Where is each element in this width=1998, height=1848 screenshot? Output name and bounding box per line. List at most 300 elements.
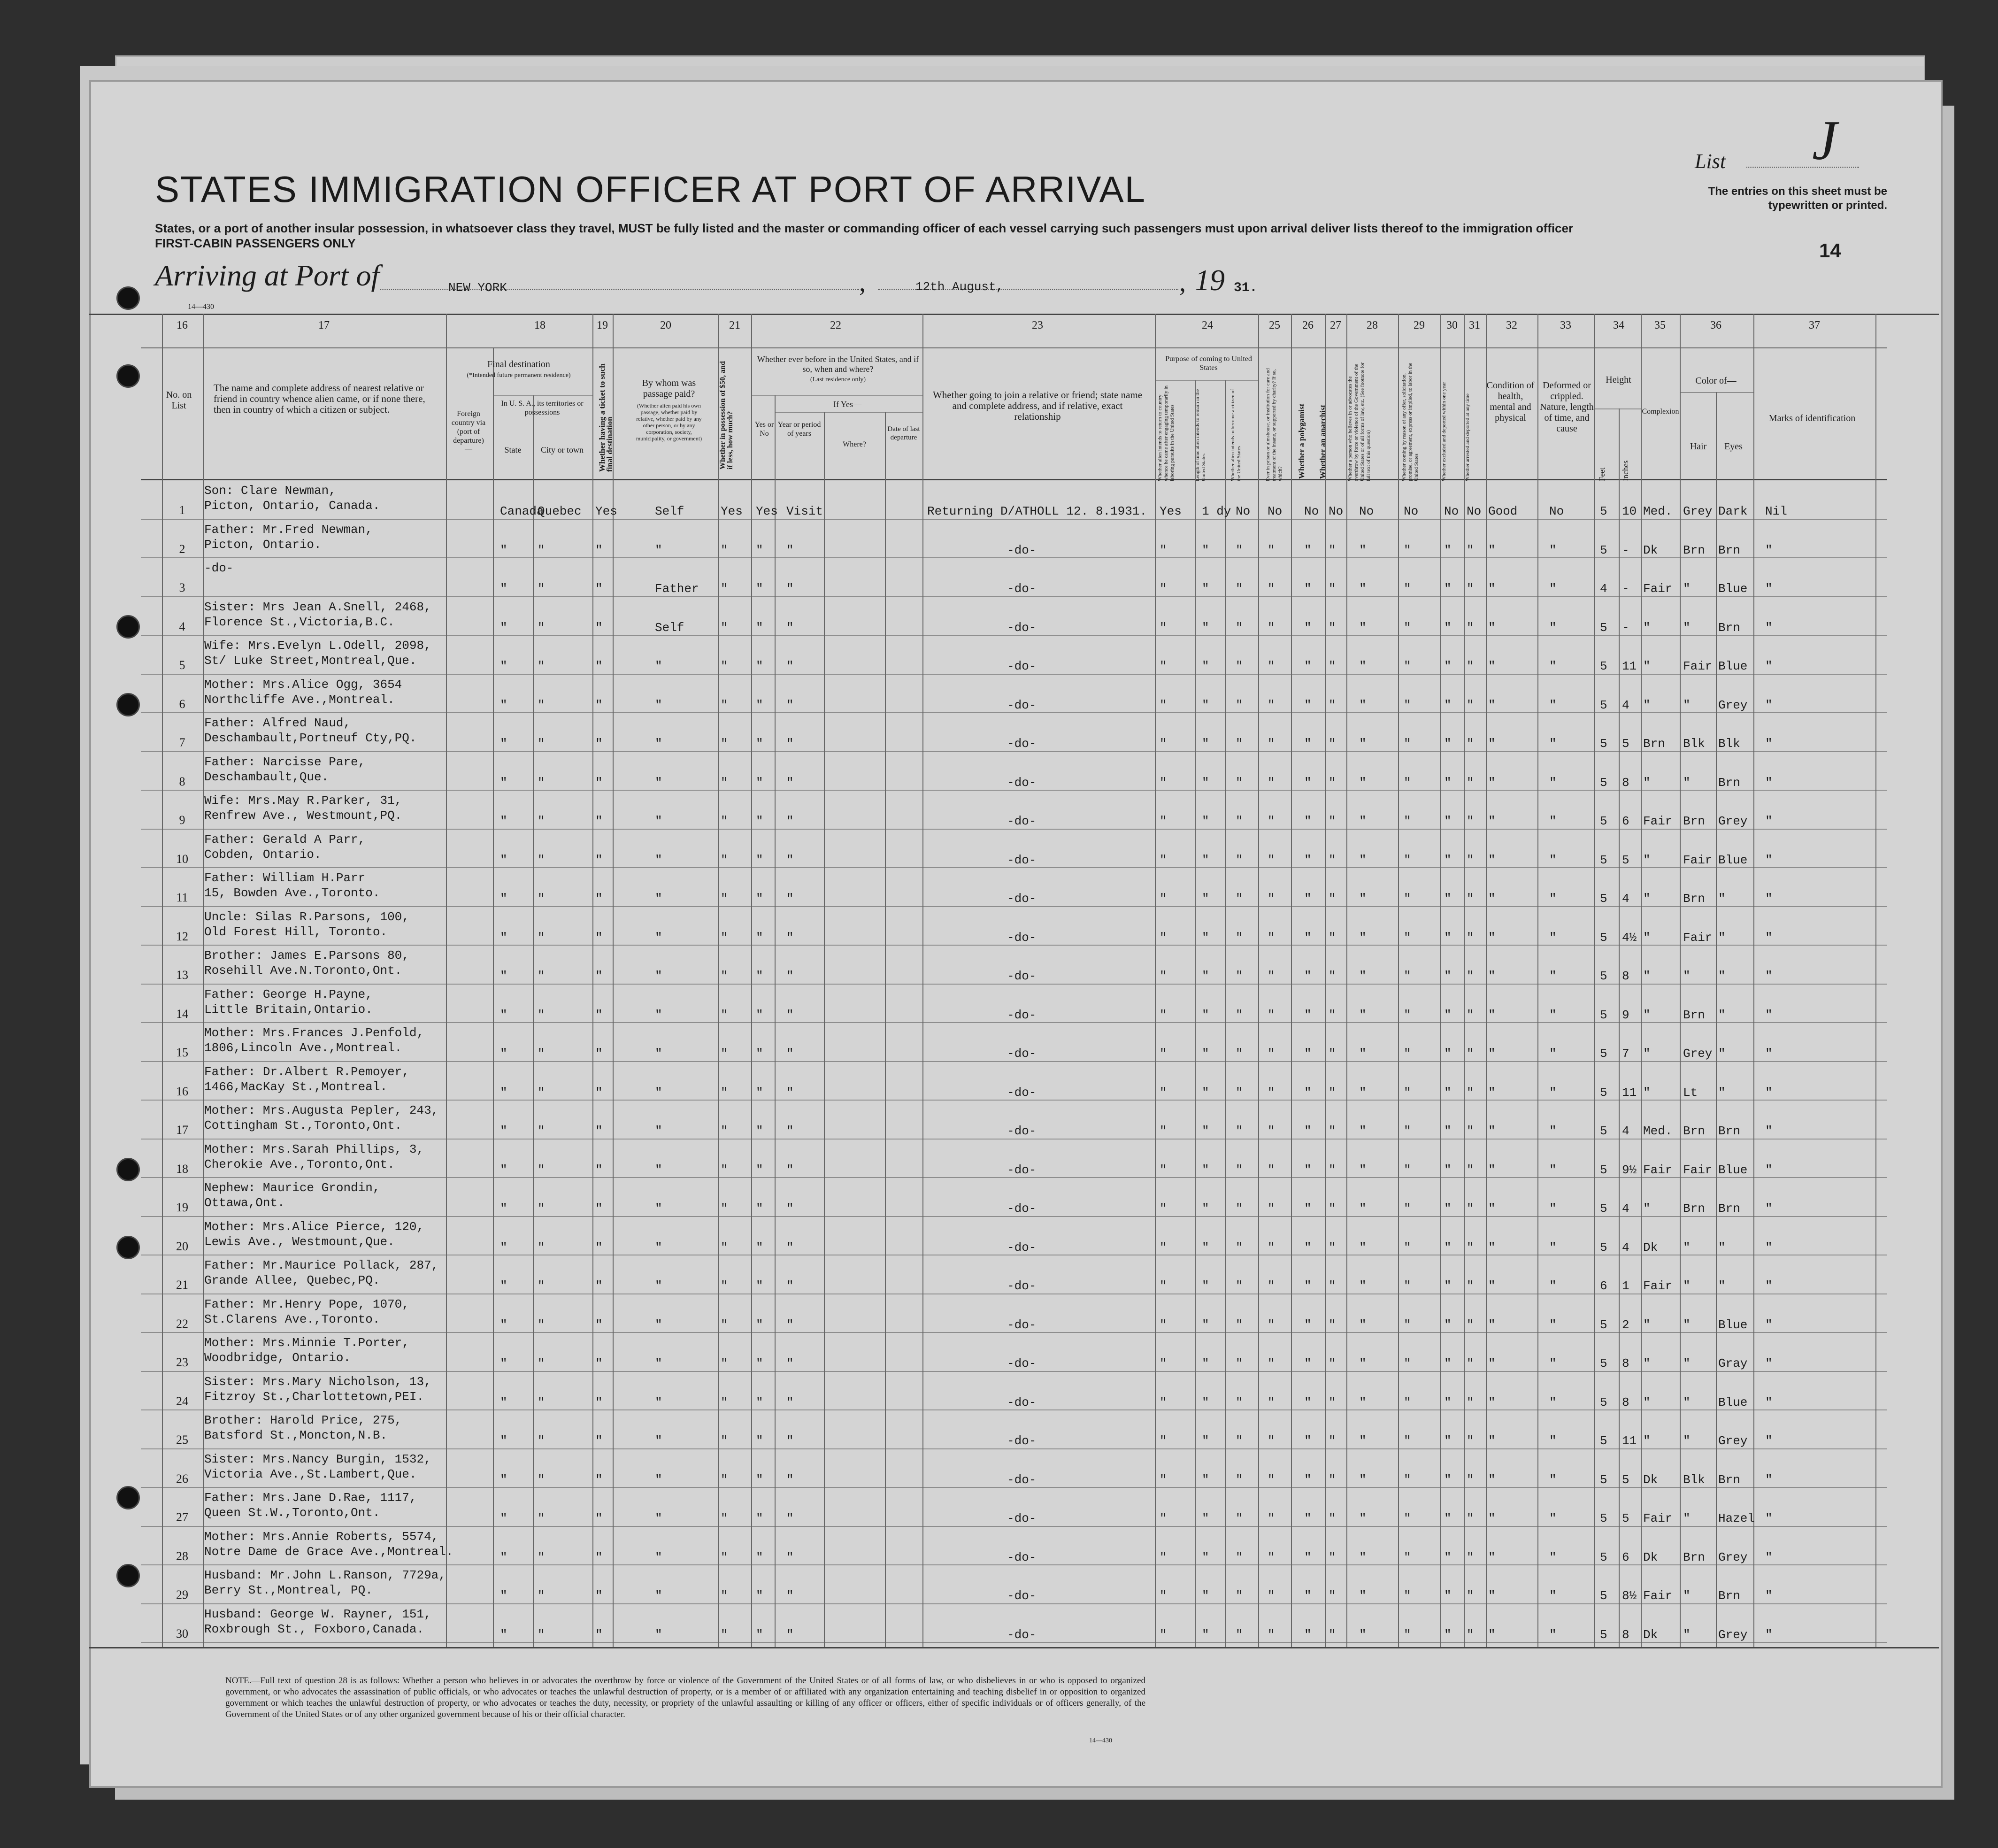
row-number: 16 [176,1084,188,1098]
cell-c26: " [1304,1279,1312,1293]
cell-year: " [786,1279,794,1293]
cell-eyes: Brn [1718,620,1740,635]
cell-health: " [1488,1395,1496,1409]
cell-c24: " [1236,1047,1243,1061]
cell-hair: " [1683,1317,1691,1332]
cell-c28: " [1359,543,1367,557]
cell-money: " [721,1008,728,1022]
cell-paid: " [655,1008,662,1022]
cell-state: " [500,775,507,790]
cell-eyes: Blue [1718,659,1748,673]
cell-yn: " [756,1163,763,1177]
header-overthrow: Whether a person who believes in or advocates the overthrow by force or violence of the Government of the United States or of all forms of law, etc. (See footnote for full text of this question) [1347,362,1371,481]
cell-health: " [1488,892,1496,906]
header-ticket: Whether having a ticket to such final destination [598,363,614,472]
cell-money: " [721,1627,728,1642]
column-rule [751,314,752,1647]
cell-c27: " [1329,1201,1336,1216]
column-number: 30 [1446,319,1458,331]
cell-c25: " [1268,853,1275,867]
cell-c27: " [1329,1627,1336,1642]
cell-c27: " [1329,1395,1336,1409]
port-value: NEW YORK [448,281,507,295]
cell-c26: " [1304,1434,1312,1448]
cell-eyes: Grey [1718,814,1748,828]
join-relative: -do- [1007,775,1037,790]
cell-c28: " [1359,930,1367,945]
cell-c28: " [1359,1163,1367,1177]
row-rule [141,1564,1887,1565]
cell-ticket: " [595,853,603,867]
cell-a24: " [1160,814,1167,828]
sub-rule [775,412,922,413]
relative-name: Father: Mr.Henry Pope, 1070, [204,1297,409,1311]
cell-eyes: Hazel [1718,1511,1755,1525]
cell-c25: " [1268,930,1275,945]
header-year-period: Year or period of years [777,421,821,438]
cell-deformed: " [1549,1240,1557,1255]
cell-city: " [538,1085,545,1100]
cell-c27: " [1329,1124,1336,1138]
cell-feet: 5 [1600,1317,1607,1332]
cell-city: " [538,1511,545,1525]
join-relative: -do- [1007,1124,1037,1138]
cell-inches: 5 [1622,1511,1629,1525]
cell-b24: " [1202,1008,1209,1022]
header-purpose: Purpose of coming to United States [1165,355,1252,372]
header-fifty-dollars: Whether in possession of $50, and if less, how much? [719,361,734,470]
cell-year: " [786,1434,794,1448]
cell-money: " [721,582,728,596]
cell-a24: " [1160,543,1167,557]
cell-c30: " [1444,814,1452,828]
cell-state: " [500,582,507,596]
header-passage-paid-title: By whom was passage paid? [642,378,696,399]
column-rule [1464,314,1465,1647]
sub-rule [1594,408,1641,409]
cell-c27: " [1329,969,1336,983]
cell-year: " [786,1356,794,1371]
column-rule [1641,314,1642,1647]
cell-city: " [538,1163,545,1177]
cell-state: " [500,1511,507,1525]
cell-hair: " [1683,969,1691,983]
column-number: 16 [177,319,188,331]
cell-deformed: " [1549,969,1557,983]
cell-complexion: Dk [1643,1550,1658,1564]
cell-feet: 5 [1600,1356,1607,1371]
header-marks: Marks of identification [1768,413,1856,424]
header-labor-offer: Whether coming by reason of any offer, solicitation, promise, or agreement, express or implied, to labor in the United States [1401,362,1419,481]
join-relative: -do- [1007,698,1037,712]
cell-c30: " [1444,1472,1452,1487]
cell-b24: " [1202,969,1209,983]
relative-address: Victoria Ave.,St.Lambert,Que. [204,1467,417,1481]
cell-complexion: " [1643,659,1651,673]
cell-state: " [500,737,507,751]
cell-inches: 4 [1622,892,1629,906]
cell-paid: " [655,1085,662,1100]
cell-a24: " [1160,1163,1167,1177]
cell-c26: " [1304,1163,1312,1177]
header-final-destination-sub: (*Intended future permanent residence) [467,372,571,379]
cell-feet: 5 [1600,1163,1607,1177]
cell-state: " [500,1240,507,1255]
cell-ticket: " [595,1124,603,1138]
cell-state: " [500,814,507,828]
cell-complexion: " [1643,853,1651,867]
cell-c28: " [1359,775,1367,790]
column-rule [1753,314,1754,1647]
cell-yn: " [756,1085,763,1100]
cell-inches: 4 [1622,1240,1629,1255]
cell-b24: " [1202,582,1209,596]
cell-c28: " [1359,620,1367,635]
cell-paid: " [655,1472,662,1487]
cell-eyes: Blk [1718,737,1740,751]
cell-a24: " [1160,1124,1167,1138]
cell-eyes: " [1718,969,1726,983]
cell-c24: " [1236,930,1243,945]
cell-paid: " [655,1124,662,1138]
column-number: 32 [1506,319,1517,331]
cell-money: " [721,1085,728,1100]
join-relative: -do- [1007,814,1037,828]
cell-eyes: " [1718,1240,1726,1255]
cell-c30: " [1444,543,1452,557]
cell-deformed: " [1549,1356,1557,1371]
cell-paid: " [655,1550,662,1564]
row-rule [141,1487,1887,1488]
cell-year: " [786,1124,794,1138]
row-rule [141,1371,1887,1372]
relative-address: Deschambault,Portneuf Cty,PQ. [204,731,417,745]
cell-c30: " [1444,1395,1452,1409]
cell-c31: " [1467,620,1474,635]
cell-c27: " [1329,659,1336,673]
cell-c24: " [1236,1085,1243,1100]
cell-state: Canada [500,504,544,518]
list-label: List [1695,150,1726,173]
cell-marks: " [1765,582,1773,596]
cell-complexion: " [1643,1008,1651,1022]
cell-paid: Father [655,582,699,596]
row-rule [141,596,1887,597]
join-relative: -do- [1007,659,1037,673]
cell-marks: " [1765,930,1773,945]
header-hair: Hair [1690,441,1707,452]
cell-city: " [538,775,545,790]
cell-health: " [1488,1434,1496,1448]
cell-yn: " [756,1434,763,1448]
cell-feet: 5 [1600,1240,1607,1255]
header-complexion: Complexion [1642,408,1679,416]
cell-year: " [786,1085,794,1100]
cell-a24: Yes [1160,504,1182,518]
cell-deformed: No [1549,504,1564,518]
cell-health: " [1488,582,1496,596]
column-number: 20 [660,319,671,331]
cell-c26: " [1304,659,1312,673]
cell-complexion: Dk [1643,1472,1658,1487]
cell-ticket: " [595,620,603,635]
column-rule [533,395,534,1647]
cell-yn: " [756,1627,763,1642]
cell-health: Good [1488,504,1518,518]
header-height: Height [1606,375,1631,385]
cell-c29: " [1404,775,1411,790]
cell-inches: 9 [1622,1008,1629,1022]
row-number: 7 [179,736,185,749]
cell-paid: " [655,543,662,557]
cell-a24: " [1160,775,1167,790]
cell-ticket: " [595,1085,603,1100]
year-prefix: 19 [1195,263,1225,297]
cell-year: " [786,1589,794,1603]
table-top-rule [89,314,1939,315]
cell-inches: 11 [1622,659,1637,673]
cell-c25: " [1268,659,1275,673]
cell-marks: " [1765,1085,1773,1100]
cell-eyes: Grey [1718,1434,1748,1448]
cell-city: " [538,1124,545,1138]
cell-a24: " [1160,698,1167,712]
cell-b24: " [1202,775,1209,790]
cell-deformed: " [1549,1434,1557,1448]
cell-deformed: " [1549,814,1557,828]
cell-c28: " [1359,1589,1367,1603]
row-rule [141,945,1887,946]
cell-deformed: " [1549,1124,1557,1138]
row-number: 29 [176,1588,188,1602]
row-number: 15 [176,1046,188,1059]
cell-year: " [786,1201,794,1216]
cell-deformed: " [1549,892,1557,906]
column-rule [1440,314,1441,1647]
cell-b24: " [1202,930,1209,945]
row-rule [141,906,1887,907]
cell-c24: " [1236,1279,1243,1293]
cell-eyes: " [1718,1047,1726,1061]
cell-c28: " [1359,1395,1367,1409]
cell-c31: " [1467,1627,1474,1642]
cell-c31: " [1467,1550,1474,1564]
cell-c27: " [1329,1047,1336,1061]
row-rule [141,1642,1887,1643]
cell-complexion: " [1643,1317,1651,1332]
cell-b24: " [1202,659,1209,673]
cell-city: " [538,1472,545,1487]
entries-note: The entries on this sheet must be typewritten or printed. [1708,185,1887,212]
cell-c27: " [1329,892,1336,906]
cell-ticket: " [595,1047,603,1061]
cell-hair: Fair [1683,853,1713,867]
cell-health: " [1488,930,1496,945]
cell-c28: " [1359,1434,1367,1448]
cell-ticket: " [595,930,603,945]
header-inches: Inches [1621,460,1630,481]
row-rule [141,984,1887,985]
cell-eyes: " [1718,1085,1726,1100]
cell-c29: " [1404,930,1411,945]
cell-city: " [538,620,545,635]
cell-yn: " [756,1008,763,1022]
column-rule [446,314,447,1647]
cell-hair: " [1683,1589,1691,1603]
cell-a24: " [1160,1511,1167,1525]
cell-city: " [538,1279,545,1293]
cell-deformed: " [1549,1589,1557,1603]
cell-deformed: " [1549,853,1557,867]
cell-c26: " [1304,1201,1312,1216]
cell-hair: Fair [1683,930,1713,945]
cell-eyes: Blue [1718,1317,1748,1332]
cell-eyes: Gray [1718,1356,1748,1371]
cell-complexion: " [1643,620,1651,635]
cell-c28: " [1359,1550,1367,1564]
cell-c25: " [1268,892,1275,906]
cell-c24: " [1236,1627,1243,1642]
relative-address: Picton, Ontario, Canada. [204,499,380,513]
column-number: 35 [1654,319,1666,331]
cell-money: " [721,1550,728,1564]
row-rule [141,1409,1887,1410]
cell-city: " [538,1240,545,1255]
cell-c24: " [1236,1589,1243,1603]
cell-state: " [500,698,507,712]
row-number: 18 [176,1162,188,1176]
cell-c24: " [1236,1550,1243,1564]
cell-money: " [721,698,728,712]
cell-year: " [786,853,794,867]
cell-c25: " [1268,1279,1275,1293]
cell-c26: " [1304,1240,1312,1255]
cell-complexion: " [1643,969,1651,983]
relative-address: Notre Dame de Grace Ave.,Montreal. [204,1544,453,1559]
cell-c28: " [1359,1472,1367,1487]
cell-money: " [721,1317,728,1332]
cell-eyes: Brn [1718,543,1740,557]
cell-city: " [538,1434,545,1448]
cell-c29: " [1404,853,1411,867]
cell-city: " [538,1550,545,1564]
column-number: 17 [318,319,330,331]
cell-yn: " [756,1472,763,1487]
row-number: 13 [176,968,188,982]
cell-complexion: Med. [1643,1124,1673,1138]
relative-name: Mother: Mrs.Annie Roberts, 5574, [204,1529,439,1544]
cell-health: " [1488,620,1496,635]
cell-c26: " [1304,1085,1312,1100]
cell-c24: " [1236,582,1243,596]
cell-c31: " [1467,1279,1474,1293]
cell-feet: 5 [1600,504,1607,518]
cell-complexion: Fair [1643,1163,1673,1177]
cell-state: " [500,930,507,945]
cell-year: " [786,1240,794,1255]
cell-deformed: " [1549,1085,1557,1100]
cell-paid: " [655,1434,662,1448]
cell-feet: 5 [1600,620,1607,635]
cell-c27: " [1329,1317,1336,1332]
cell-ticket: " [595,1317,603,1332]
header-yes-no: Yes or No [754,421,774,438]
relative-name: Mother: Mrs.Minnie T.Porter, [204,1336,409,1350]
cell-year: " [786,1627,794,1642]
cell-c24: " [1236,853,1243,867]
cell-health: " [1488,1279,1496,1293]
cell-city: " [538,814,545,828]
cell-feet: 5 [1600,1550,1607,1564]
join-relative: -do- [1007,1511,1037,1525]
cell-c27: " [1329,1279,1336,1293]
cell-b24: " [1202,1240,1209,1255]
cell-state: " [500,1550,507,1564]
cell-inches: 8½ [1622,1589,1637,1603]
cell-inches: 8 [1622,969,1629,983]
cell-yn: " [756,1395,763,1409]
header-no-on-list: No. on List [166,390,192,411]
cell-marks: " [1765,1317,1773,1332]
cell-complexion: Fair [1643,1279,1673,1293]
cell-feet: 5 [1600,814,1607,828]
relative-address: Rosehill Ave.N.Toronto,Ont. [204,963,402,978]
cell-c26: " [1304,1395,1312,1409]
join-relative: -do- [1007,892,1037,906]
cell-deformed: " [1549,698,1557,712]
cell-marks: " [1765,659,1773,673]
cell-hair: Brn [1683,1201,1705,1216]
subtitle-line: States, or a port of another insular possession, in whatsoever class they travel, MUST be fully listed and the master or commanding officer of each vessel carrying such passengers must upon arrival deliver lists thereof to the immigration officer [155,221,1574,235]
row-rule [141,1177,1887,1178]
cell-c26: " [1304,737,1312,751]
cell-c24: " [1236,814,1243,828]
column-number: 21 [729,319,740,331]
cell-hair: " [1683,1434,1691,1448]
cell-ticket: " [595,659,603,673]
cell-state: " [500,1008,507,1022]
cell-c25: " [1268,698,1275,712]
cell-marks: " [1765,775,1773,790]
cell-eyes: " [1718,930,1726,945]
cell-year: " [786,543,794,557]
cell-marks: " [1765,1550,1773,1564]
relative-address: Grande Allee, Quebec,PQ. [204,1273,380,1287]
cell-eyes: Brn [1718,1589,1740,1603]
cell-money: " [721,1434,728,1448]
cell-c25: " [1268,1317,1275,1332]
cell-hair: " [1683,1511,1691,1525]
cell-c30: " [1444,659,1452,673]
cell-deformed: " [1549,620,1557,635]
cell-c26: " [1304,1589,1312,1603]
relative-name: Brother: Harold Price, 275, [204,1413,402,1427]
cell-city: " [538,1395,545,1409]
table-bottom-rule [89,1647,1939,1648]
cell-complexion: Fair [1643,814,1673,828]
header-excluded: Whether excluded and deported within one year [1441,382,1447,481]
cell-money: " [721,775,728,790]
relative-name: Wife: Mrs.Evelyn L.Odell, 2098, [204,639,431,653]
cell-complexion: Dk [1643,543,1658,557]
relative-address: Renfrew Ave., Westmount,PQ. [204,808,402,823]
cell-a24: " [1160,1085,1167,1100]
row-rule [141,829,1887,830]
cell-state: " [500,620,507,635]
cell-b24: " [1202,543,1209,557]
cell-state: " [500,1627,507,1642]
cell-c27: " [1329,1356,1336,1371]
